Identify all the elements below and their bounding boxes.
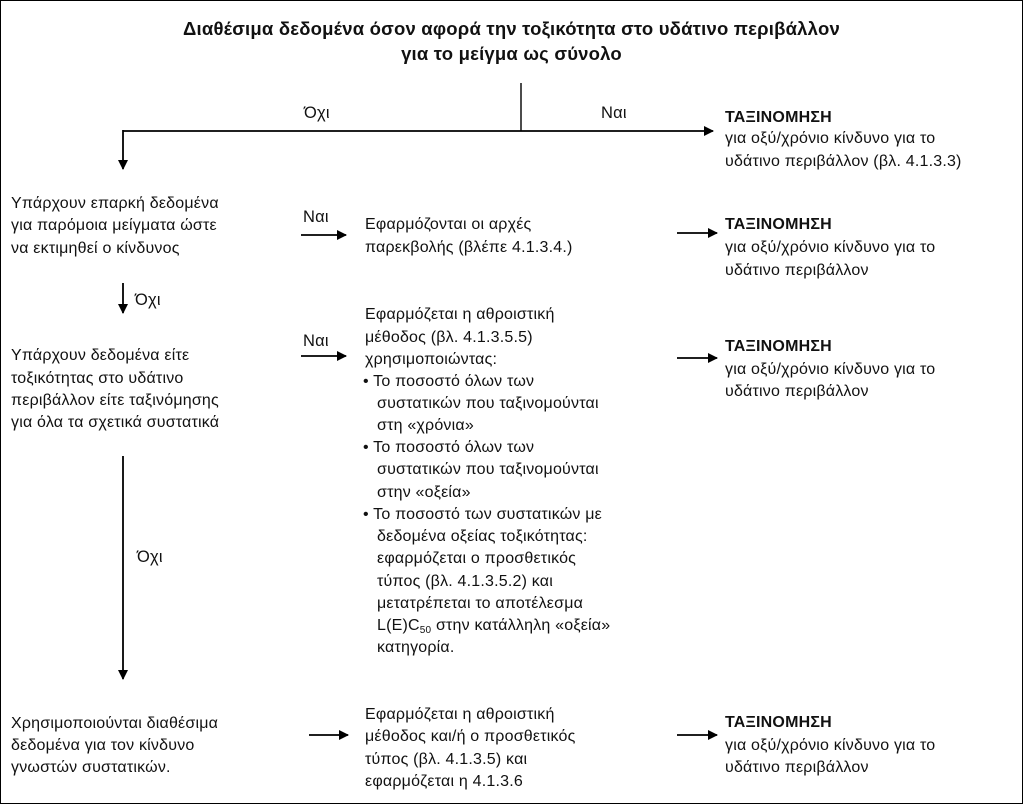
lc50-suffix: στην κατάλληλη «οξεία»	[431, 617, 611, 634]
action-summation-line-3: χρησιμοποιώντας:	[365, 351, 498, 368]
components-no-label: Όχι	[137, 548, 163, 566]
components-yes-label: Ναι	[303, 332, 329, 350]
bullet-additivity-line-5: μετατρέπεται το αποτέλεσμα	[377, 595, 584, 612]
action-final-line-2: μέθοδος και/ή ο προσθετικός	[365, 728, 576, 745]
bullet-chronic-line-2: συστατικών που ταξινομούνται	[377, 395, 599, 412]
condition-known-line-3: γνωστών συστατικών.	[11, 759, 171, 776]
condition-components-line-3: περιβάλλον είτε ταξινόμησης	[11, 392, 219, 409]
condition-known-line-1: Χρησιμοποιούνται διαθέσιμα	[11, 715, 219, 732]
action-bridging-line-2: παρεκβολής (βλέπε 4.1.3.4.)	[365, 239, 573, 256]
similar-yes-label: Ναι	[303, 208, 329, 226]
bullet-chronic-line-3: στη «χρόνια»	[377, 417, 474, 434]
bullet-additivity-line-4: τύπος (βλ. 4.1.3.5.2) και	[377, 573, 554, 590]
top-yes-label: Ναι	[601, 104, 627, 122]
lc50-subscript: 50	[419, 625, 432, 636]
condition-similar-line-3: να εκτιμηθεί ο κίνδυνος	[11, 240, 180, 257]
classification-text-4a: για οξύ/χρόνιο κίνδυνο για το	[725, 737, 936, 754]
bullet-chronic-line-1: • Το ποσοστό όλων των	[363, 373, 535, 390]
classification-text-1b: υδάτινο περιβάλλον (βλ. 4.1.3.3)	[725, 153, 962, 170]
classification-heading-1: ΤΑΞΙΝΟΜΗΣΗ	[725, 109, 832, 126]
bullet-additivity-line-6	[377, 615, 610, 636]
classification-text-1a: για οξύ/χρόνιο κίνδυνο για το	[725, 130, 936, 147]
condition-known-line-2: δεδομένα για τον κίνδυνο	[11, 737, 195, 754]
classification-heading-4: ΤΑΞΙΝΟΜΗΣΗ	[725, 714, 832, 731]
classification-text-2b: υδάτινο περιβάλλον	[725, 262, 869, 279]
chart-title-line-2: για το μείγμα ως σύνολο	[401, 43, 622, 64]
bullet-additivity-line-7: κατηγορία.	[377, 639, 455, 656]
action-summation-line-1: Εφαρμόζεται η αθροιστική	[365, 306, 555, 323]
condition-components-line-4: για όλα τα σχετικά συστατικά	[11, 414, 220, 431]
classification-text-3a: για οξύ/χρόνιο κίνδυνο για το	[725, 361, 936, 378]
condition-similar-line-2: για παρόμοια μείγματα ώστε	[11, 217, 217, 234]
bullet-acute-line-1: • Το ποσοστό όλων των	[363, 439, 535, 456]
bullet-additivity-line-2: δεδομένα οξείας τοξικότητας:	[377, 528, 588, 545]
condition-components-line-1: Υπάρχουν δεδομένα είτε	[11, 347, 190, 364]
bullet-additivity-line-1: • Το ποσοστό των συστατικών με	[363, 506, 602, 523]
chart-title-line-1: Διαθέσιμα δεδομένα όσον αφορά την τοξικότητα στο υδάτινο περιβάλλον	[183, 18, 840, 39]
action-bridging-line-1: Εφαρμόζονται οι αρχές	[365, 216, 532, 233]
condition-similar-line-1: Υπάρχουν επαρκή δεδομένα	[11, 195, 219, 212]
lc50-prefix: L(E)C	[377, 617, 420, 634]
classification-heading-3: ΤΑΞΙΝΟΜΗΣΗ	[725, 338, 832, 355]
top-no-label: Όχι	[304, 104, 330, 122]
classification-text-4b: υδάτινο περιβάλλον	[725, 759, 869, 776]
classification-text-3b: υδάτινο περιβάλλον	[725, 383, 869, 400]
similar-no-label: Όχι	[135, 291, 161, 309]
action-final-line-1: Εφαρμόζεται η αθροιστική	[365, 706, 555, 723]
action-final-line-4: εφαρμόζεται η 4.1.3.6	[365, 773, 523, 790]
bullet-acute-line-2: συστατικών που ταξινομούνται	[377, 461, 599, 478]
classification-text-2a: για οξύ/χρόνιο κίνδυνο για το	[725, 239, 936, 256]
action-summation-line-2: μέθοδος (βλ. 4.1.3.5.5)	[365, 329, 533, 346]
action-final-line-3: τύπος (βλ. 4.1.3.5) και	[365, 751, 528, 768]
condition-components-line-2: τοξικότητας στο υδάτινο	[11, 370, 184, 387]
bullet-additivity-line-3: εφαρμόζεται ο προσθετικός	[377, 550, 577, 567]
classification-heading-2: ΤΑΞΙΝΟΜΗΣΗ	[725, 216, 832, 233]
bullet-acute-line-3: στην «οξεία»	[377, 484, 471, 501]
